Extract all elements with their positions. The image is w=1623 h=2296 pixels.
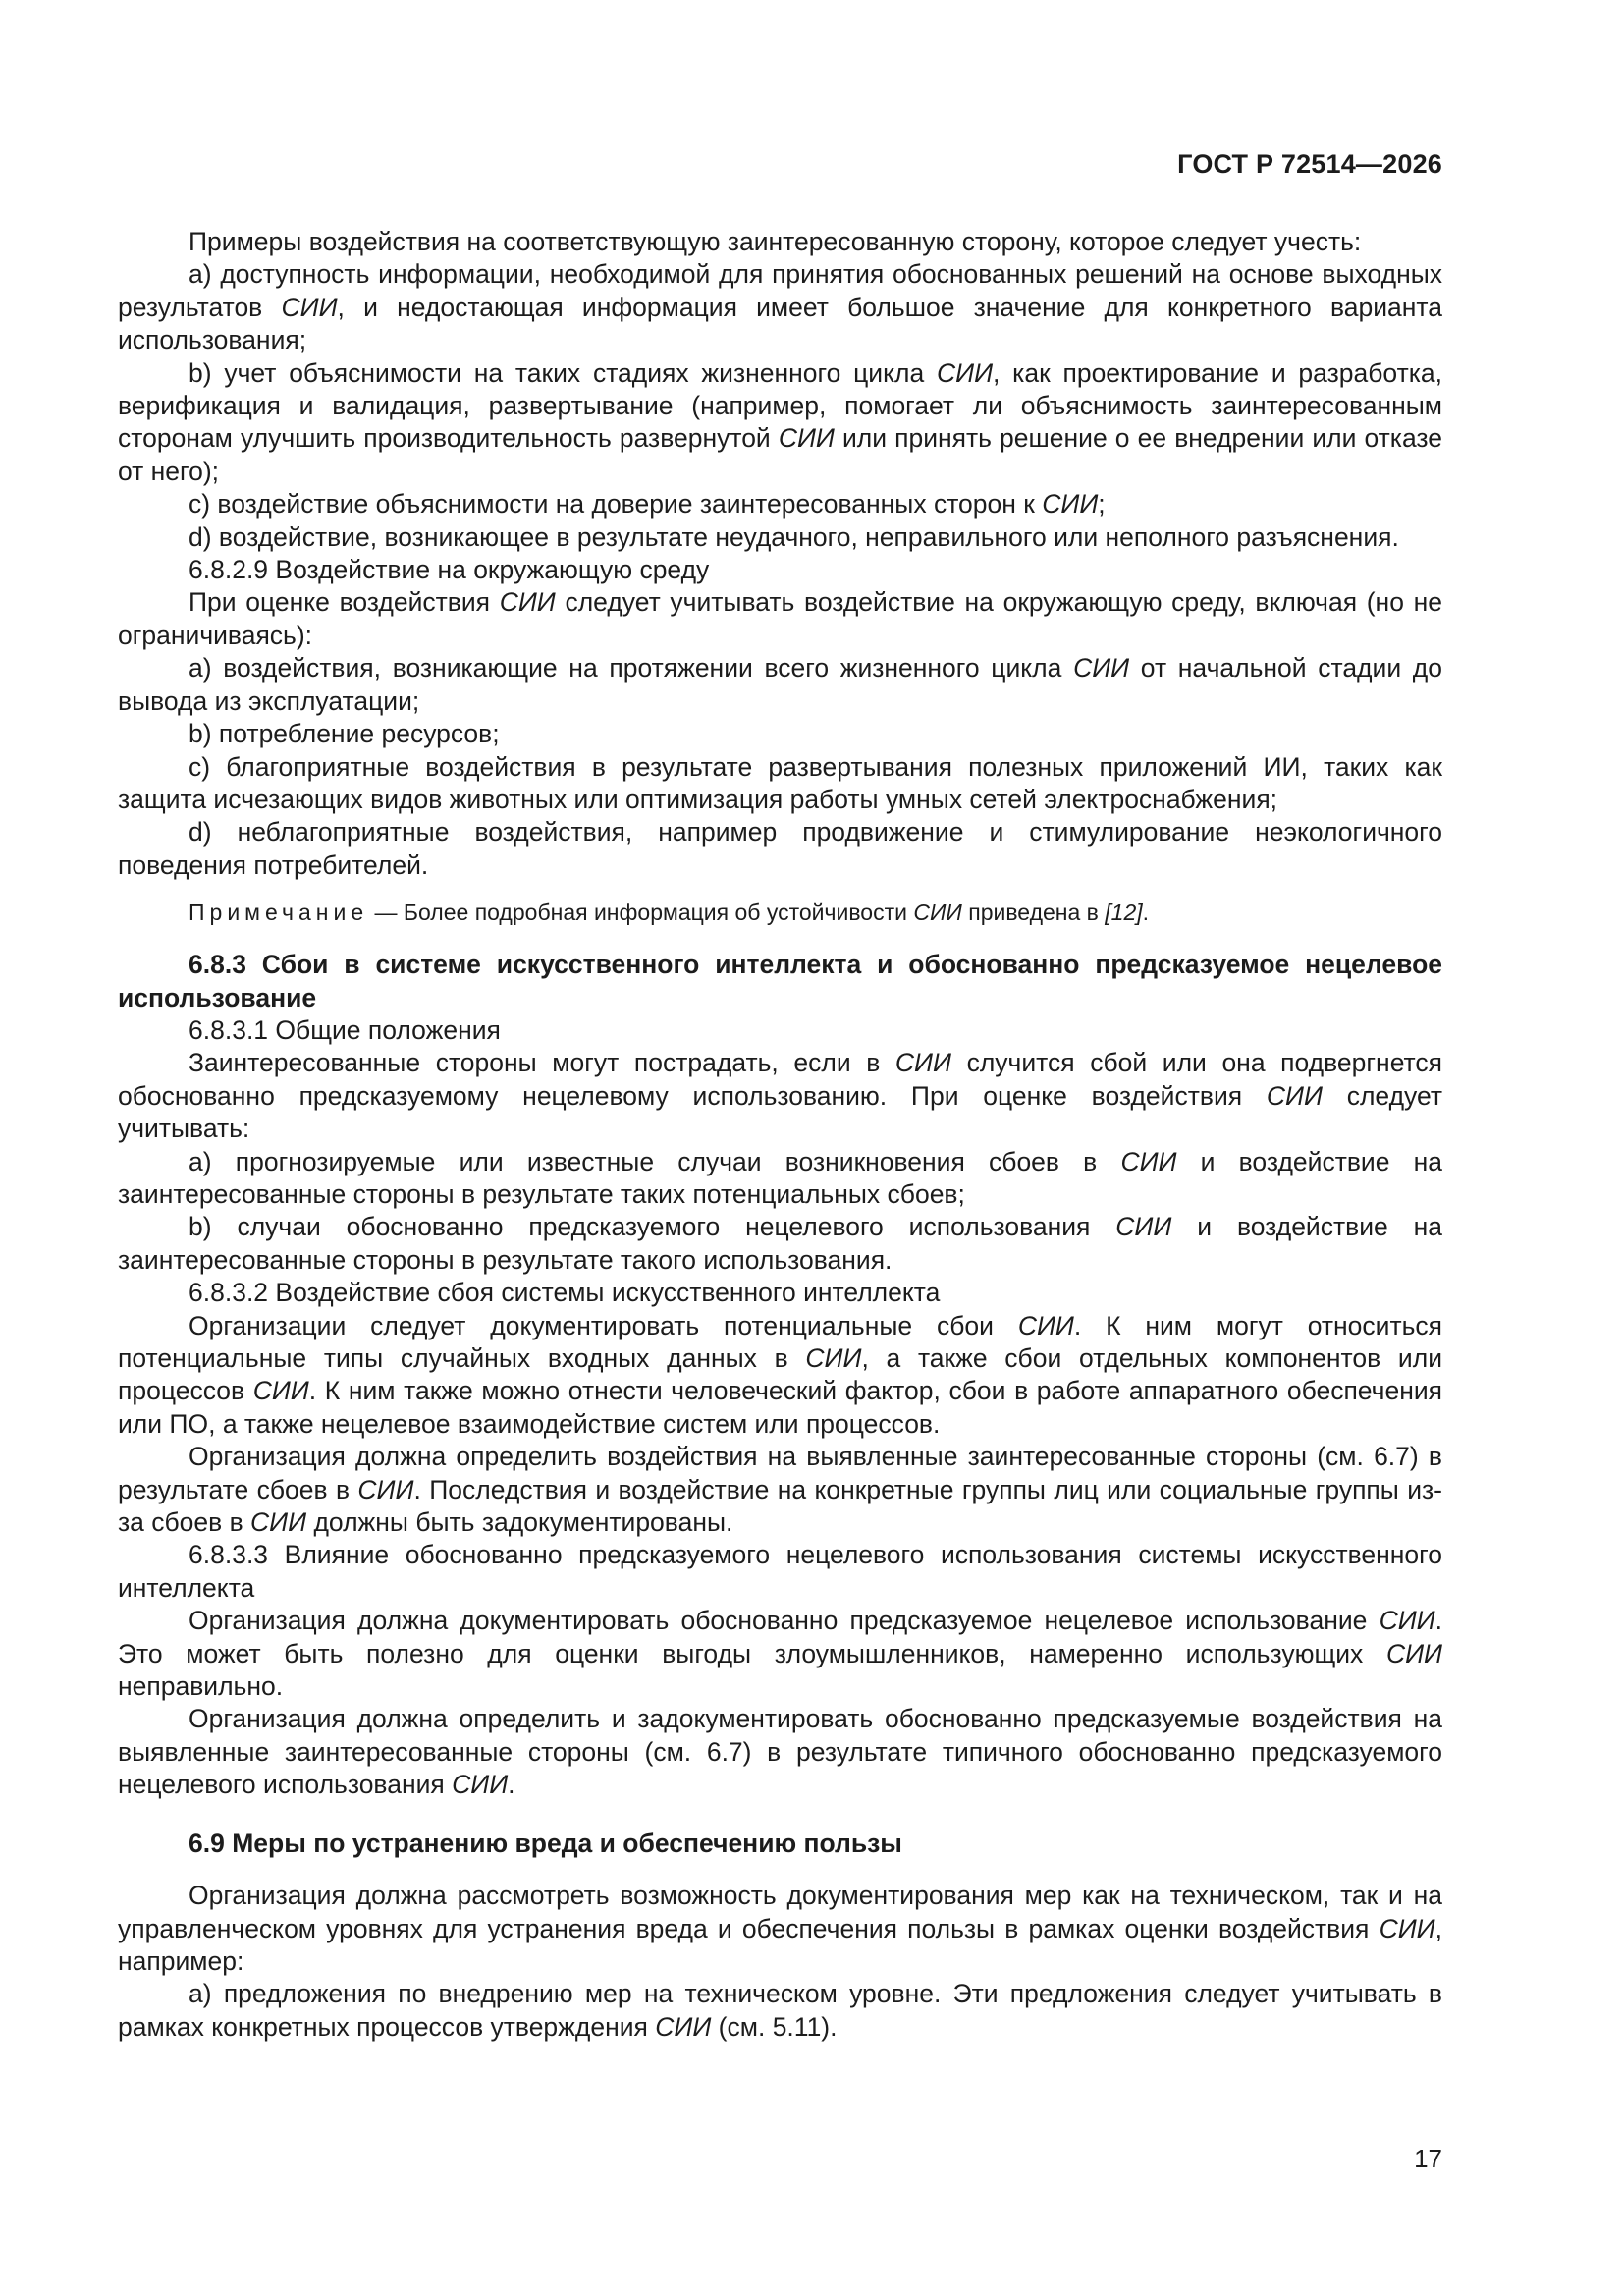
paragraph: Заинтересованные стороны могут пострадать, если в СИИ случится сбой или она подвергнется обоснованно предсказуемому нецелевому использованию. При оценке воздействия СИИ следует учитывать: (118, 1048, 1442, 1144)
subsection-heading: 6.8.3.3 Влияние обоснованно предсказуемого нецелевого использования системы искусственного интеллекта (118, 1540, 1442, 1603)
note-label: Примечание (189, 900, 369, 926)
section-heading-6-9: 6.9 Меры по устранению вреда и обеспечению пользы (189, 1828, 902, 1858)
paragraph: При оценке воздействия СИИ следует учитывать воздействие на окружающую среду, включая (но не ограничиваясь): (118, 587, 1442, 650)
list-item: d) неблагоприятные воздействия, например продвижение и стимулирование неэкологичного поведения потребителей. (118, 817, 1442, 880)
note: Примечание — Более подробная информация об устойчивости СИИ приведена в [12]. (189, 900, 1150, 926)
paragraph: Организации следует документировать потенциальные сбои СИИ. К ним могут относиться потенциальные типы случайных входных данных в СИИ, а также сбои отдельных компонентов или процессов СИИ. К ним также можно отнести человеческий фактор, сбои в работе аппаратного обеспечения или ПО, а также нецелевое взаимодействие систем или процессов. (118, 1310, 1442, 1439)
document-id-header: ГОСТ Р 72514—2026 (1177, 149, 1442, 179)
list-item: a) воздействия, возникающие на протяжении всего жизненного цикла СИИ от начальной стадии до вывода из эксплуатации; (118, 653, 1443, 716)
list-item: c) воздействие объяснимости на доверие заинтересованных сторон к СИИ; (189, 489, 1106, 519)
list-item: a) прогнозируемые или известные случаи возникновения сбоев в СИИ и воздействие на заинтересованные стороны в результате таких потенциальных сбоев; (118, 1146, 1443, 1209)
page-number: 17 (1414, 2144, 1442, 2173)
list-item: b) учет объяснимости на таких стадиях жизненного цикла СИИ, как проектирование и разработка, верификация и валидация, развертывание (например, помогает ли объяснимость заинтересованным сторонам улучшить производительность развернутой СИИ или принять решение о ее внедрении или отказе от него); (118, 357, 1442, 486)
subsection-heading: 6.8.3.1 Общие положения (189, 1014, 501, 1045)
list-item: b) случаи обоснованно предсказуемого нецелевого использования СИИ и воздействие на заинтересованные стороны в результате такого использования. (118, 1212, 1443, 1275)
paragraph: Организация должна определить воздействия на выявленные заинтересованные стороны (см. 6.7) в результате сбоев в СИИ. Последствия и воздействие на конкретные группы лиц или социальные группы из-за сбоев в СИИ должны быть задокументированы. (118, 1442, 1442, 1538)
list-item: d) воздействие, возникающее в результате неудачного, неправильного или неполного разъяснения. (189, 521, 1399, 552)
paragraph: Организация должна рассмотреть возможность документирования мер как на техническом, так и на управленческом уровнях для устранения вреда и обеспечения пользы в рамках оценки воздействия СИИ, например: (118, 1881, 1442, 1976)
list-item: b) потребление ресурсов; (189, 719, 500, 749)
section-heading-6-8-3: 6.8.3 Сбои в системе искусственного интеллекта и обоснованно предсказуемое нецелевое использование (118, 950, 1442, 1012)
list-item: a) доступность информации, необходимой для принятия обоснованных решений на основе выходных результатов СИИ, и недостающая информация имеет большое значение для конкретного варианта использования; (118, 259, 1442, 355)
list-item: c) благоприятные воздействия в результате развертывания полезных приложений ИИ, таких как защита исчезающих видов животных или оптимизация работы умных сетей электроснабжения; (118, 751, 1442, 814)
paragraph: Примеры воздействия на соответствующую заинтересованную сторону, которое следует учесть: (189, 227, 1362, 256)
subsection-heading: 6.8.2.9 Воздействие на окружающую среду (189, 555, 710, 585)
paragraph: Организация должна определить и задокументировать обоснованно предсказуемые воздействия на выявленные заинтересованные стороны (см. 6.7) в результате типичного обоснованно предсказуемого нецелевого использования СИИ. (118, 1704, 1442, 1800)
paragraph: Организация должна документировать обоснованно предсказуемое нецелевое использование СИИ. Это может быть полезно для оценки выгоды злоумышленников, намеренно использующих СИИ неправильно. (118, 1606, 1442, 1702)
subsection-heading: 6.8.3.2 Воздействие сбоя системы искусственного интеллекта (189, 1278, 941, 1308)
document-body (118, 226, 1442, 2044)
list-item: a) предложения по внедрению мер на техническом уровне. Эти предложения следует учитывать в рамках конкретных процессов утверждения СИИ (см. 5.11). (118, 1979, 1442, 2042)
